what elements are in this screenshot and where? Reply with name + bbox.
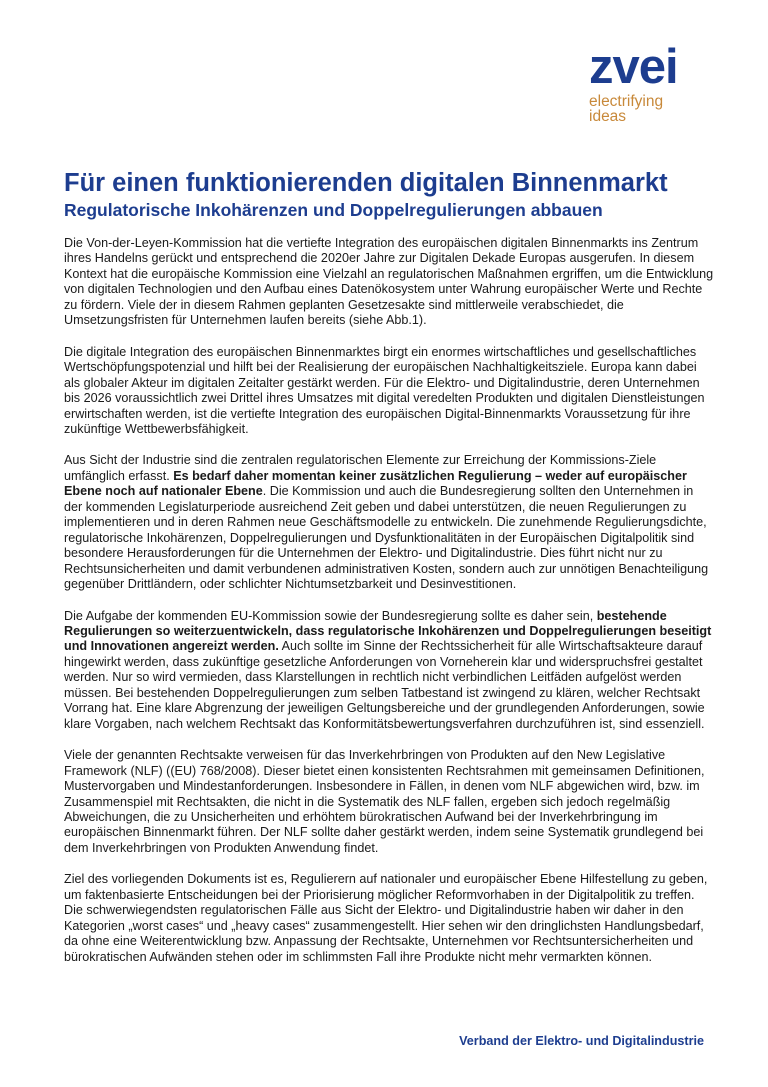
document-body bbox=[64, 236, 714, 981]
logo-tagline-line-1: electrifying bbox=[589, 93, 664, 110]
paragraph-5: Viele der genannten Rechtsakte verweisen für das Inverkehrbringen von Produkten auf den New Legislative Framework (NLF) ((EU) 768/2008). Dieser bietet einen konsistenten Rechtsrahmen mit gemeinsamen Definitionen, Mustervorgaben und Mindestanforderungen. Insbesondere in Fällen, in denen vom NLF abgewichen wird, bzw. im Zusammenspiel mit Rechtsakten, die nicht in die Systematik des NLF fallen, ergeben sich jedoch regelmäßig Abweichungen, die zu Unsicherheiten und erhöhtem bürokratischen Aufwand bei der Inverkehrbringung im europäischen Binnenmarkt führen. Der NLF sollte daher gestärkt werden, indem seine Systematik grundlegend bei dem Inverkehrbringen von Produkten Anwendung findet. bbox=[64, 748, 705, 855]
footer-organization: Verband der Elektro- und Digitalindustrie bbox=[459, 1034, 704, 1048]
paragraph-3-part-a: Aus Sicht der Industrie sind die zentralen regulatorischen Elemente zur Erreichung der Kommissions-Ziele umfänglich erfasst. bbox=[64, 453, 657, 483]
logo-tagline-line-2: ideas bbox=[589, 108, 627, 125]
document-subtitle: Regulatorische Inkohärenzen und Doppelregulierungen abbauen bbox=[64, 200, 603, 220]
paragraph-4-part-a: Die Aufgabe der kommenden EU-Kommission sowie der Bundesregierung sollte es daher sein, bbox=[64, 608, 597, 623]
paragraph-6: Ziel des vorliegenden Dokuments ist es, Regulierern auf nationaler und europäischer Ebene Hilfestellung zu geben, um faktenbasierte Entscheidungen bei der Priorisierung möglicher Reformvorhaben in der Digitalpolitik zu treffen. Die schwerwiegendsten regulatorischen Fälle aus Sicht der Elektro- und Digitalindustrie haben wir daher in den Kategorien „worst cases“ und „heavy cases“ zusammengestellt. Hier sehen wir den dringlichsten Handlungsbedarf, da ohne eine Weiterentwicklung bzw. Anpassung der Rechtsakte, Unternehmen vor Rechtsuntersicherheiten und bürokratischen Aufwänden stehen oder im schlimmsten Fall ihre Produkte nicht mehr vermarkten können. bbox=[64, 872, 708, 964]
logo-wordmark: zvei bbox=[589, 40, 678, 94]
document-title: Für einen funktionierenden digitalen Binnenmarkt bbox=[64, 169, 668, 197]
paragraph-3-part-c: . Die Kommission und auch die Bundesregierung sollten den Unternehmen in der kommenden Legislaturperiode ausreichend Zeit geben und dabei unterstützen, die neuen Regulierungen zu implementieren und in deren Rahmen neue Geschäftsmodelle zu entwickeln. Die zunehmende Regulierungsdichte, regulatorische Inkohärenzen, Doppelregulierungen und Dysfunktionalitäten in der Europäischen Digitalpolitik sind besondere Herausforderungen für die Unternehmen der Elektro- und Digitalindustrie. Dies führt nicht nur zu Rechtsunsicherheiten und damit verbundenen administrativen Kosten, sondern auch zur unnötigen Benachteiligung gegenüber Drittländern, oder schlichter Nichtumsetzbarkeit und Desinvestitionen. bbox=[64, 484, 709, 592]
paragraph-2: Die digitale Integration des europäischen Binnenmarktes birgt ein enormes wirtschaftliches und gesellschaftliches Wertschöpfungspotenzial und hilft bei der Realisierung der europäischen Nachhaltigkeitsziele. Europa kann dabei als globaler Akteur im digitalen Zeitalter gestärkt werden. Für die Elektro- und Digitalindustrie, deren Unternehmen bis 2026 voraussichtlich zwei Drittel ihres Umsatzes mit digital veredelten Produkten und digitalen Dienstleistungen erwirtschaften werden, ist die vertiefte Integration des europäischen Digital-Binnenmarkts Voraussetzung für ihre zukünftige Wettbewerbsfähigkeit. bbox=[64, 344, 705, 436]
paragraph-3-emphasis: Es bedarf daher momentan keiner zusätzlichen Regulierung – weder auf europäischer Ebene noch auf nationaler Ebene bbox=[64, 468, 687, 499]
paragraph-3 bbox=[64, 453, 714, 592]
paragraph-4-emphasis: bestehende Regulierungen so weiterzuentwickeln, dass regulatorische Inkohärenzen und Doppelregulierungen beseitigt und Innovationen angereizt werden. bbox=[64, 608, 712, 654]
paragraph-1: Die Von-der-Leyen-Kommission hat die vertiefte Integration des europäischen digitalen Binnenmarkts ins Zentrum ihres Handelns gerückt und entsprechend die 2020er Jahre zur Digitalen Dekade Europas ausgerufen. In diesem Kontext hat die europäische Kommission eine Vielzahl an regulatorischen Maßnahmen ergriffen, um die Entwicklung von digitalen Technologien und den Aufbau eines Datenökosystem unter Wahrung europäischer Werte und Rechte zu fördern. Viele der in diesem Rahmen geplanten Gesetzesakte sind mittlerweile verabschiedet, die Umsetzungsfristen für Unternehmen laufen bereits (siehe Abb.1). bbox=[64, 236, 714, 328]
zvei-logo bbox=[589, 40, 719, 125]
paragraph-4 bbox=[64, 609, 714, 733]
paragraph-4-part-c: Auch sollte im Sinne der Rechtssicherheit für alle Wirtschaftsakteure darauf hingewirkt werden, dass zukünftige gesetzliche Anforderungen von Vorneherein klar und widerspruchsfrei gestaltet werden. Nur so wird vermieden, dass Klarstellungen in rechtlich nicht verbindlichen Leitfäden aufgelöst werden müssen. Bei bestehenden Doppelregulierungen zum selben Tatbestand ist zwingend zu klären, welcher Rechtsakt Vorrang hat. Eine klare Abgrenzung der jeweiligen Geltungsbereiche und der grundlegenden Anforderungen, sowie klare Vorgaben, nach welchem Rechtsakt das Konformitätsbewertungsverfahren durchzuführen ist, sind essenziell. bbox=[64, 639, 705, 731]
